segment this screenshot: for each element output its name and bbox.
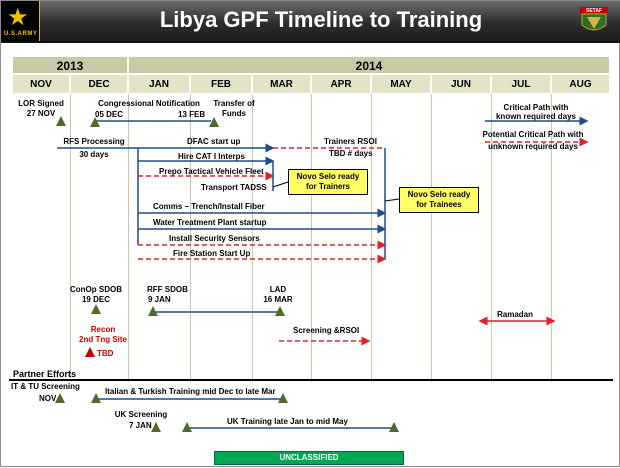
badge-text: SETAF xyxy=(585,8,603,14)
lor-label: LOR Signed xyxy=(18,99,64,108)
comms-label: Comms – Trench/Install Fiber xyxy=(153,202,265,211)
milestone-triangle-icon xyxy=(90,117,100,127)
page-title: Libya GPF Timeline to Training xyxy=(159,7,483,32)
uk-screening-label: UK Screening xyxy=(114,410,168,419)
milestone-triangle-icon xyxy=(56,116,66,126)
partner-efforts-heading: Partner Efforts xyxy=(13,369,77,379)
prepo-label: Prepo Tactical Vehicle Fleet xyxy=(159,167,264,176)
legend-critical-label-1: Critical Path with xyxy=(503,103,569,112)
month-dec: DEC xyxy=(70,74,128,94)
trainers-rsoi-days: TBD # days xyxy=(329,149,373,158)
congress-date-1: 05 DEC xyxy=(95,110,124,119)
legend-potential-label-2: unknown required days xyxy=(488,142,578,151)
legend-critical-label-2: known required days xyxy=(495,112,577,121)
recon-tbd: TBD xyxy=(97,349,114,358)
note-leader xyxy=(385,199,399,201)
recon-site: 2nd Tng Site xyxy=(79,335,127,344)
trainers-note-line-2: for Trainers xyxy=(305,182,350,191)
rfs-days: 30 days xyxy=(79,150,109,159)
trainees-note-line-2: for Trainees xyxy=(416,200,462,209)
month-mar: MAR xyxy=(252,74,311,94)
trainees-note-line-1: Novo Selo ready xyxy=(407,190,471,199)
tadss-label: Transport TADSS xyxy=(201,183,267,192)
trainers-rsoi-label: Trainers RSOI xyxy=(324,137,377,146)
lad-label: LAD xyxy=(269,285,287,294)
rfs-label: RFS Processing xyxy=(63,137,125,146)
it-screening-date: NOV xyxy=(39,394,57,403)
milestone-triangle-icon xyxy=(209,117,219,127)
year-2014: 2014 xyxy=(128,56,610,74)
section-divider xyxy=(9,379,613,381)
trainers-note-line-1: Novo Selo ready xyxy=(296,172,360,181)
milestone-triangle-icon xyxy=(148,306,158,316)
month-jun: JUN xyxy=(431,74,491,94)
rff-date: 9 JAN xyxy=(148,295,171,304)
rff-label: RFF SDOB xyxy=(147,285,188,294)
milestone-triangle-icon xyxy=(91,393,101,403)
dfac-label: DFAC start up xyxy=(187,137,241,146)
recon-triangle-icon xyxy=(85,347,95,357)
month-apr: APR xyxy=(311,74,371,94)
ramadan-label: Ramadan xyxy=(497,310,534,319)
month-aug: AUG xyxy=(551,74,610,94)
milestone-triangle-icon xyxy=(91,304,101,314)
milestone-triangle-icon xyxy=(278,393,288,403)
uk-screening-date: 7 JAN xyxy=(129,421,152,430)
hire-label: Hire CAT I Interps xyxy=(178,152,245,161)
army-star-icon: ★ xyxy=(7,4,29,31)
army-logo-text: U.S.ARMY xyxy=(4,31,38,37)
conop-label: ConOp SDOB xyxy=(70,285,122,294)
milestone-triangle-icon xyxy=(182,422,192,432)
month-nov: NOV xyxy=(12,74,70,94)
milestone-triangle-icon xyxy=(55,393,65,403)
screening-label: Screening &RSOI xyxy=(293,326,360,335)
water-label: Water Treatment Plant startup xyxy=(153,218,267,227)
legend-potential-label-1: Potential Critical Path with xyxy=(482,130,584,139)
lad-date: 16 MAR xyxy=(263,295,293,304)
note-leader xyxy=(273,182,288,187)
uk-training-label: UK Training late Jan to mid May xyxy=(227,417,348,426)
conop-date: 19 DEC xyxy=(81,295,110,304)
fire-label: Fire Station Start Up xyxy=(173,249,251,258)
trainers-ready-note xyxy=(288,169,368,195)
recon-label: Recon xyxy=(90,325,116,334)
italian-training-label: Italian & Turkish Training mid Dec to late Mar xyxy=(105,387,276,396)
month-jul: JUL xyxy=(491,74,551,94)
congress-date-2: 13 FEB xyxy=(178,110,206,119)
transfer-label-2: Funds xyxy=(222,109,246,118)
transfer-label-1: Transfer of xyxy=(213,99,255,108)
lor-date: 27 NOV xyxy=(26,109,56,118)
month-jan: JAN xyxy=(128,74,190,94)
it-screening-label: IT & TU Screening xyxy=(11,382,80,391)
milestone-triangle-icon xyxy=(389,422,399,432)
security-label: Install Security Sensors xyxy=(169,234,260,243)
month-feb: FEB xyxy=(190,74,252,94)
trainees-ready-note xyxy=(399,187,479,213)
year-2013: 2013 xyxy=(12,56,128,74)
congress-label: Congressional Notification xyxy=(98,99,200,108)
milestone-triangle-icon xyxy=(275,306,285,316)
milestone-triangle-icon xyxy=(151,422,161,432)
month-may: MAY xyxy=(371,74,431,94)
classification-banner: UNCLASSIFIED xyxy=(214,451,404,465)
